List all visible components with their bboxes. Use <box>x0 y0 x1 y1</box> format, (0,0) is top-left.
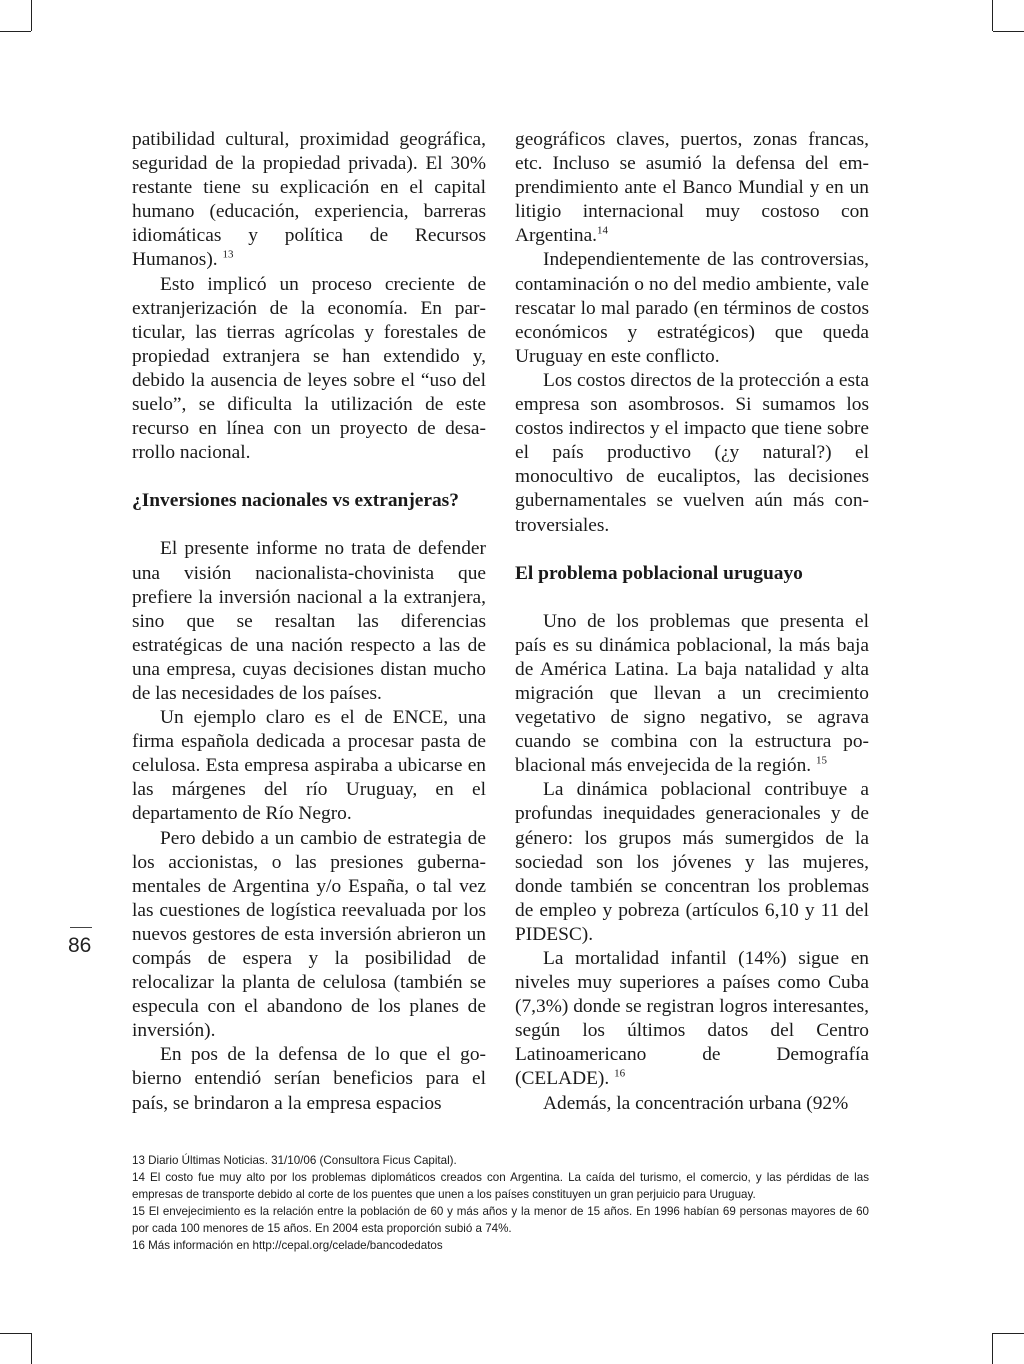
crop-mark-top-right <box>993 31 1024 32</box>
crop-mark-top-right <box>992 0 993 31</box>
paragraph: Uno de los problemas que presenta el país es su dinámica poblacional, la más baja de América Latina. La baja natalidad y alta migración que llevan a un crecimiento vegetativo de signo negativo, se agrava cuando se combina con la estructura poblacional más envejecida de la región. $^{15}$ <box>515 610 869 777</box>
section-heading: ¿Inversiones nacionales vs extranjeras? <box>132 490 459 512</box>
footnote-ref[interactable]: 14 <box>597 224 609 237</box>
paragraph: La mortalidad infantil (14%) sigue en niveles muy superiores a países como Cuba (7,3%) donde se registran logros interesantes, según los últimos datos del Centro Latinoamericano de Demografía (CELADE). $^{16}$ <box>515 948 869 1090</box>
crop-mark-bottom-left <box>0 1333 31 1334</box>
paragraph: Pero debido a un cambio de estrategia de los accionistas, o las presiones gubernamentales de Argentina y/o España, o tal vez las cuestiones de logística reevaluada por los nuevos gestores de esta inversión abrieron un compás de espera y la posibilidad de relocalizar la planta de celulosa (también se especula con el abandono de los planes de inversión). <box>132 827 486 1042</box>
page-number: 86 <box>68 934 92 957</box>
right-column <box>515 128 869 1116</box>
footnote-ref[interactable]: 13 <box>222 249 234 261</box>
paragraph: El presente informe no trata de defender una visión nacionalista-chovinista que prefiere la inversión nacional a la extranjera, sino que se resaltan las diferencias estratégicas de una nación respecto a las de una empresa, cuyas decisiones distan mucho de las necesidades de los países. <box>132 538 486 704</box>
paragraph: Un ejemplo claro es el de ENCE, una firma española dedicada a procesar pasta de celulosa. Esta empresa aspiraba a ubicarse en las márgenes del río Uruguay, en el departamento de Río Negro. <box>132 707 486 825</box>
page-number-rule <box>70 927 92 928</box>
crop-mark-bottom-left <box>31 1333 32 1364</box>
paragraph: En pos de la defensa de lo que el gobierno entendió serían beneficios para el país, se brindaron a la empresa espacios <box>132 1044 486 1114</box>
paragraph: Además, la concentración urbana (92% <box>543 1092 849 1114</box>
paragraph: Independientemente de las controversias, contaminación o no del medio ambiente, vale rescatar lo mal parado (en términos de costos económicos y estratégicos) que queda Uruguay en este conflicto. <box>515 249 869 367</box>
section-heading: El problema poblacional uruguayo <box>515 562 803 584</box>
crop-mark-top-left <box>31 0 32 31</box>
paragraph: Esto implicó un proceso creciente de extranjerización de la economía. En particular, las tierras agrícolas y forestales de propiedad extranjera se han extendido y, debido la ausencia de leyes sobre el “uso del suelo”, se dificulta la utilización de este recurso en línea con un proyecto de desarrollo nacional. <box>132 273 486 464</box>
crop-mark-bottom-right <box>992 1333 993 1364</box>
left-column <box>132 128 486 1116</box>
footnote-ref[interactable]: 16 <box>614 1068 626 1080</box>
paragraph: Los costos directos de la protección a esta empresa son asombrosos. Si sumamos los costos indirectos y el impacto que tiene sobre el país productivo (¿y natural?) el monocultivo de eucaliptos, las decisiones gubernamentales se vuelven aún más controversiales. <box>515 369 869 536</box>
footnote: 16 Más información en http://cepal.org/celade/bancodedatos <box>132 1239 443 1252</box>
footnote: 14 El costo fue muy alto por los problemas diplomáticos creados con Argentina. La caída del turismo, el comercio, y las pérdidas de las empresas de transporte debido al corte de los puentes que unen a los países constituyen un gran perjuicio para Uruguay. <box>132 1171 869 1201</box>
footnote: 15 El envejecimiento es la relación entre la población de 60 y más años y la menor de 15 años. En 1996 habían 69 personas mayores de 60 por cada 100 menores de 15 años. En 2004 esta proporción subió a 74%. <box>132 1205 869 1235</box>
crop-mark-top-left <box>0 31 31 32</box>
crop-mark-bottom-right <box>993 1333 1024 1334</box>
footnotes <box>132 1152 869 1254</box>
paragraph: La dinámica poblacional contribuye a profundas inequidades generacionales y de género: los grupos más sumergidos de la sociedad son los jóvenes y las mujeres, donde también se concentran los problemas de empleo y pobreza (artículos 6,10 y 11 del PIDESC). <box>515 779 869 945</box>
footnote: 13 Diario Últimas Noticias. 31/10/06 (Consultora Ficus Capital). <box>132 1154 457 1167</box>
paragraph: geográficos claves, puertos, zonas francas, etc. Incluso se asumió la defensa del emprendimiento ante el Banco Mundial y en un litigio internacional muy costoso con Argentina.$^{14}$ <box>515 129 869 247</box>
paragraph: patibilidad cultural, proximidad geográfica, seguridad de la propiedad privada). El 30% restante tiene su explicación en el capital humano (educación, experiencia, barreras idiomáticas y política de Recursos Humanos). $^{13}$ <box>132 129 486 271</box>
footnote-ref[interactable]: 15 <box>815 754 827 767</box>
